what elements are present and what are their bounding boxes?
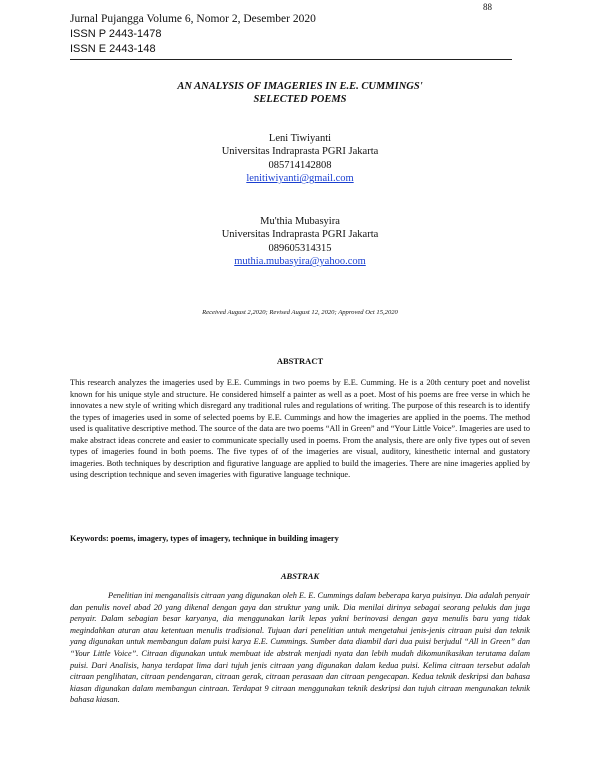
keywords: Keywords: poems, imagery, types of imagery, technique in building imagery (70, 534, 339, 543)
abstract-heading: ABSTRACT (276, 356, 324, 366)
author-email-link[interactable]: lenitiwiyanti@gmail.com (246, 173, 354, 185)
paper-title-line-2: SELECTED POEMS (253, 94, 347, 105)
abstract-text: This research analyzes the imageries used by E.E. Cummings in two poems by E.E. Cumming. He is a 20th century poet and novelist known for his unique style and structure. He considered himself a painter as well as a poet. Most of his poems are free verse in which he innovates a new style of writing which disregard any traditional rules and regulations of writing. The purpose of this research is to identify the types of imageries used in some of selected poems by E.E. Cummings and how the imageries are applied in the poems. The method used is qualitative descriptive method. The source of the data are two poems “All in Green” and “Your Little Voice”. Imageries are used to make abstract ideas concrete and easier to communicate specially used in poems. From the analysis, there are only five types out of seven types of imageries found in both poems. The five types of of the imageries are visual, auditory, kinesthetic internal and gustatory imageries. Both techniques by description and figurative language are applied to build the imageries. There are nine imageries applied by using description technique and seven imageries with figurative language technique. (70, 378, 530, 479)
page-number: 88 (483, 2, 492, 12)
header-divider (70, 59, 512, 60)
author-block-2 (70, 215, 530, 269)
issn-electronic: ISSN E 2443-148 (70, 43, 156, 55)
journal-header (70, 12, 316, 57)
author-phone: 085714142808 (268, 159, 332, 171)
author-block-1 (70, 132, 530, 186)
author-name: Mu'thia Mubasyira (260, 216, 340, 227)
abstrak-heading: ABSTRAK (280, 571, 320, 581)
paper-title-line-1: AN ANALYSIS OF IMAGERIES IN E.E. CUMMINGS' (177, 81, 423, 92)
received-dates: Received August 2,2020; Revised August 12, 2020; Approved Oct 15,2020 (202, 309, 398, 316)
author-affiliation: Universitas Indraprasta PGRI Jakarta (221, 229, 379, 241)
author-email-link[interactable]: muthia.mubasyira@yahoo.com (234, 256, 366, 268)
issn-print: ISSN P 2443-1478 (70, 28, 162, 40)
paper-title (70, 80, 530, 106)
abstrak-paragraph (70, 590, 530, 706)
journal-name: Jurnal Pujangga Volume 6, Nomor 2, Desember 2020 (70, 13, 316, 25)
author-phone: 089605314315 (268, 242, 332, 254)
author-affiliation: Universitas Indraprasta PGRI Jakarta (221, 146, 379, 158)
author-name: Leni Tiwiyanti (268, 133, 332, 144)
abstrak-text: Penelitian ini menganalisis citraan yang digunakan oleh E. E. Cummings dalam beberapa karya puisinya. Dia adalah penyair dan penulis novel abad 20 yang dikenal dengan gaya dan struktur yang unik. Dia menilai dirinya sebagai seorang pelukis dan juga penyair. Dalam sebagian besar karyanya, dia menggunakan larik lepas yakni berinovasi dengan gaya menulis baru yang tidak megindahkan aturan atau ketentuan menulis tradisional. Tujuan dari penelitian untuk mengetahui jenis-jenis citraan puisi dan teknik yang digunakan untuk membangun dalam puisi karya E.E. Cummings. Sumber data diambil dari dua puisi berjudul “All in Green” dan “Your Little Voice”. Citraan digunakan untuk membuat ide abstrak menjadi nyata dan lebih mudah dikomunikasikan terutama dalam puisi. Dari Analisis, hanya terdapat lima dari tujuh jenis citraan yang digunakan dalam kedua puisi. Kelima citraan tersebut adalah citraan penglihatan, citraan pendengaran, citraan gerak, citraan perasaan dan citraan pengecapan. Kedua teknik deskripsi dan bahasa kiasan digunakan dalam membangun cintraan. Terdapat 9 citraan menggunakan teknik deskripsi dan tujuh citraan mengunakan teknik bahasa kiasan. (70, 591, 530, 705)
